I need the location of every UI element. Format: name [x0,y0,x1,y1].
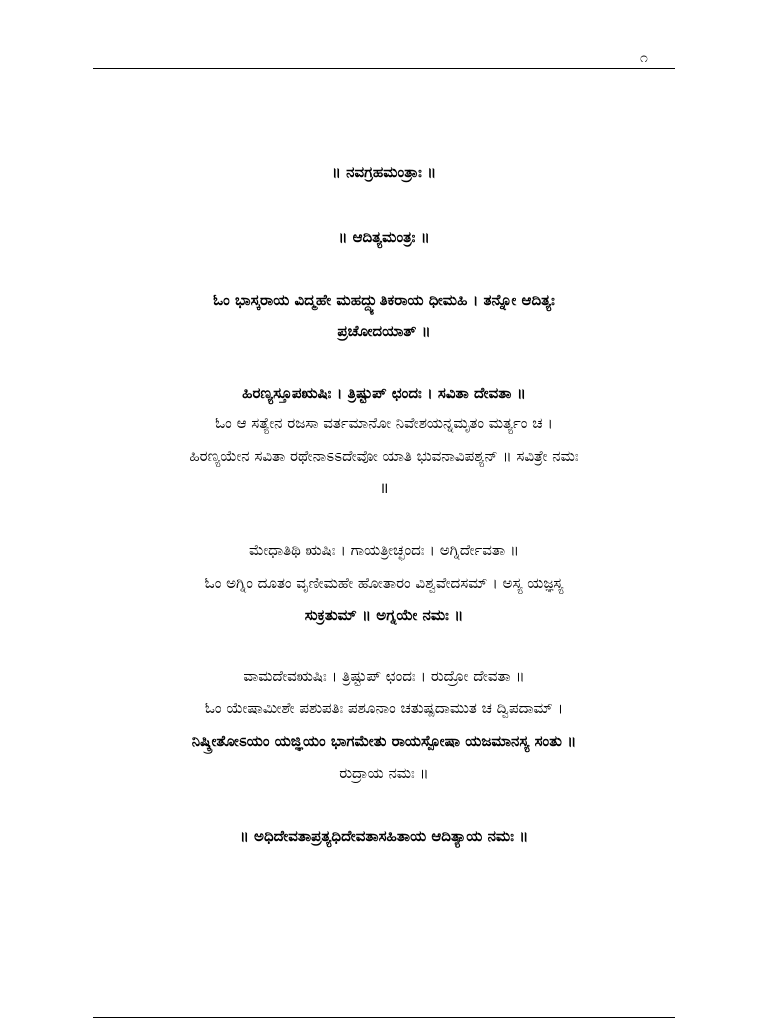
mantra4-line1: ಓಂ ಯೇಷಾಮೀಶೇ ಪಶುಪತಿಃ ಪಶೂನಾಂ ಚತುಷ್ಪದಾಮುತ ಚ ದ್ವಿಪದಾಮ್ । [204,699,564,717]
mantra1-line2: ಪ್ರಚೋದಯಾತ್ ॥ [337,322,431,340]
header-rule [93,68,675,69]
footer-rule [93,1017,675,1018]
mantra2-header: ಹಿರಣ್ಯಸ್ತೂಪಋಷಿಃ । ತ್ರಿಷ್ಟುಪ್ ಛಂದಃ । ಸವಿತಾ ದೇವತಾ ॥ [242,384,526,402]
closing-salutation: ॥ ಅಧಿದೇವತಾಪ್ರತ್ಯಧಿದೇವತಾಸಹಿತಾಯ ಆದಿತ್ಯಾಯ ನಮಃ ॥ [239,827,529,845]
mantra1-line1: ಓಂ ಭಾಸ್ಕರಾಯ ವಿದ್ಮಹೇ ಮಹದ್ದ್ಯುತಿಕರಾಯ ಧೀಮಹಿ । ತನ್ನೋ ಆದಿತ್ಯಃ [213,291,555,309]
mantra2-line1: ಓಂ ಆ ಸತ್ಯೇನ ರಜಸಾ ವರ್ತಮಾನೋ ನಿವೇಶಯನ್ನಮೃತಂ ಮರ್ತ್ಯಂ ಚ । [215,414,553,432]
page-number: ೧ [640,50,648,66]
mantra4-line2: ನಿಷ್ಕ್ರೀತೋಽಯಂ ಯಜ್ಞಿಯಂ ಭಾಗಮೇತು ರಾಯಸ್ಪೋಷಾ ಯಜಮಾನಸ್ಯ ಸಂತು ॥ [191,732,577,750]
mantra2-line3: ॥ [379,479,389,497]
section-heading: ॥ ಆದಿತ್ಯಮಂತ್ರಃ ॥ [338,228,430,246]
mantra2-line2: ಹಿರಣ್ಯಯೇನ ಸವಿತಾ ರಥೇನಾಽಽದೇವೋ ಯಾತಿ ಭುವನಾವಿಪಶ್ಯನ್ ॥ ಸವಿತ್ರೇ ನಮಃ [189,447,579,465]
document-title: ॥ ನವಗ್ರಹಮಂತ್ರಾಃ ॥ [331,163,437,181]
mantra4-line3: ರುದ್ರಾಯ ನಮಃ ॥ [339,764,429,782]
mantra3-line1: ಓಂ ಅಗ್ನಿಂ ದೂತಂ ವೃಣೀಮಹೇ ಹೋತಾರಂ ವಿಶ್ವವೇದಸಮ್ । ಅಸ್ಯ ಯಜ್ಞಸ್ಯ [204,574,564,592]
mantra3-header: ಮೇಧಾತಿಥಿ ಋಷಿಃ । ಗಾಯತ್ರೀಚ್ಛಂದಃ । ಅಗ್ನಿರ್ದೇವತಾ ॥ [248,541,520,559]
mantra4-header: ವಾಮದೇವಋಷಿಃ । ತ್ರಿಷ್ಟುಪ್ ಛಂದಃ । ರುದ್ರೋ ದೇವತಾ ॥ [243,667,525,685]
mantra3-line2: ಸುಕ್ರತುಮ್ ॥ ಅಗ್ನಯೇ ನಮಃ ॥ [304,606,464,624]
